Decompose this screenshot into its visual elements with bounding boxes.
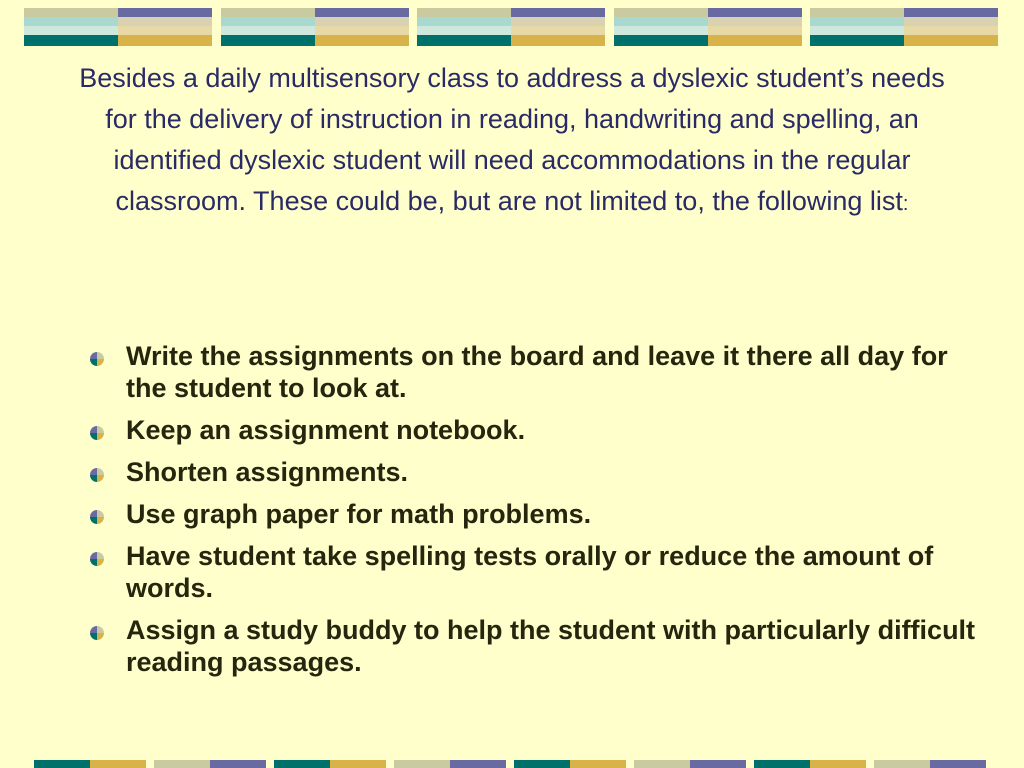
list-item-text: Shorten assignments.: [126, 457, 409, 487]
list-item: [86, 614, 986, 678]
list-item-text: Assign a study buddy to help the student with particularly difficult reading passages.: [126, 615, 976, 677]
quartered-circle-icon: [90, 426, 104, 440]
list-item-text: Use graph paper for math problems.: [126, 499, 592, 529]
list-item: [86, 414, 986, 446]
intro-colon: :: [902, 193, 909, 215]
banner-tile: [24, 8, 212, 46]
accommodations-list: [86, 340, 986, 688]
list-item: [86, 340, 986, 404]
quartered-circle-icon: [90, 626, 104, 640]
quartered-circle-icon: [90, 552, 104, 566]
quartered-circle-icon: [90, 352, 104, 366]
banner-tile: [810, 8, 998, 46]
list-item: [86, 456, 986, 488]
list-item: [86, 540, 986, 604]
bottom-decorative-strip: [34, 760, 1024, 768]
intro-paragraph: [60, 58, 964, 225]
list-item-text: Write the assignments on the board and leave it there all day for the student to look at.: [126, 341, 948, 403]
quartered-circle-icon: [90, 468, 104, 482]
list-item: [86, 498, 986, 530]
banner-tile: [221, 8, 409, 46]
list-item-text: Have student take spelling tests orally or reduce the amount of words.: [126, 541, 934, 603]
list-item-text: Keep an assignment notebook.: [126, 415, 526, 445]
quartered-circle-icon: [90, 510, 104, 524]
banner-tile: [614, 8, 802, 46]
intro-text: Besides a daily multisensory class to address a dyslexic student’s needs for the delivery of instruction in reading, handwriting and spelling, an identified dyslexic student will need accommodations in the regular classroom. These could be, but are not limited to, the following list: [79, 63, 945, 216]
top-decorative-banner: [24, 8, 1000, 46]
banner-tile: [417, 8, 605, 46]
